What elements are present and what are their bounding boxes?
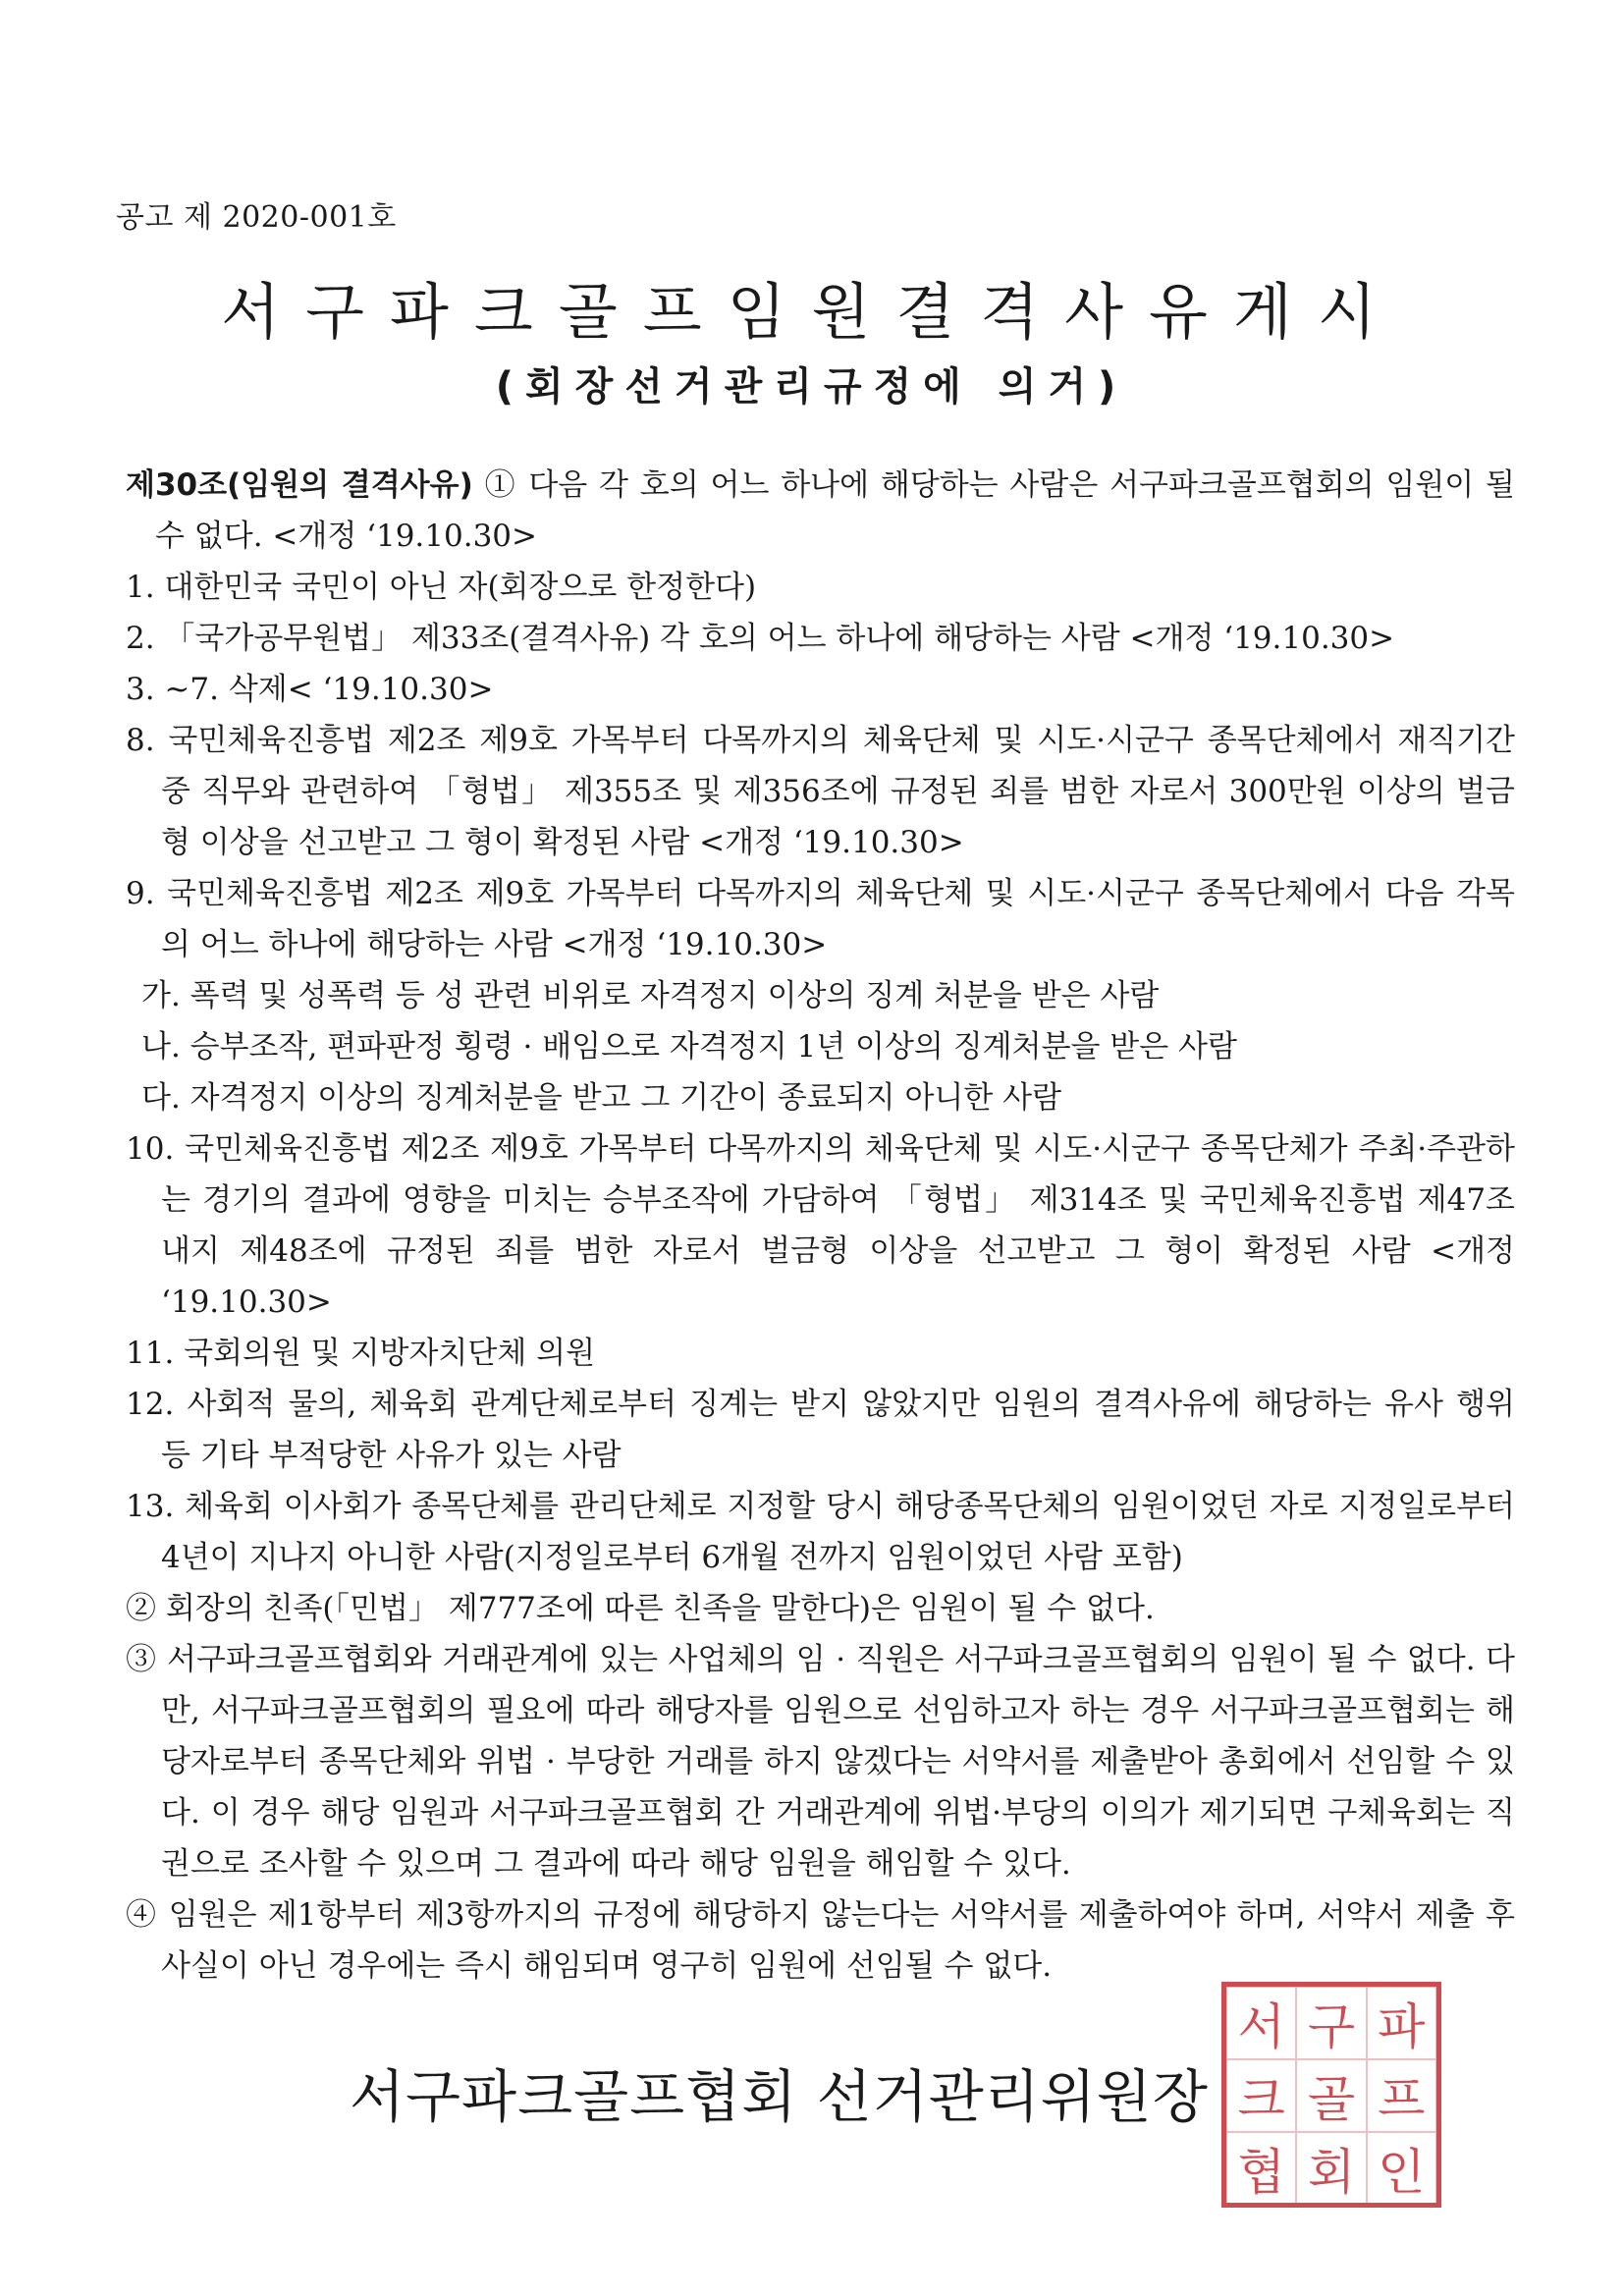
seal-char: 구 — [1296, 1987, 1366, 2059]
list-item: 10. 국민체육진흥법 제2조 제9호 가목부터 다목까지의 체육단체 및 시도·시군구 종목단체가 주최·주관하는 경기의 결과에 영향을 미치는 승부조작에 가담하여 「형법」 제314조 및 국민체육진흥법 제47조 내지 제48조에 규정된 죄를 범한 자로서 벌금형 이상을 선고받고 그 형이 확정된 사람 <개정 ‘19.10.30> — [126, 1131, 1515, 1320]
sub-list-item: 가. 폭력 및 성폭력 등 성 관련 비위로 자격정지 이상의 징계 처분을 받은 사람 — [141, 978, 1160, 1013]
list-item: 2. 「국가공무원법」 제33조(결격사유) 각 호의 어느 하나에 해당하는 사람 <개정 ‘19.10.30> — [126, 621, 1395, 656]
sub-list-item: 다. 자격정지 이상의 징계처분을 받고 그 기간이 종료되지 아니한 사람 — [141, 1080, 1062, 1116]
article-heading: 제30조(임원의 결격사유) — [126, 467, 473, 503]
sub-list-item: 나. 승부조작, 편파판정 횡령 · 배임으로 자격정지 1년 이상의 징계처분을 받은 사람 — [141, 1029, 1237, 1065]
notice-number: 공고 제 2020-001호 — [116, 200, 397, 235]
list-item: 9. 국민체육진흥법 제2조 제9호 가목부터 다목까지의 체육단체 및 시도·시군구 종목단체에서 다음 각목의 어느 하나에 해당하는 사람 <개정 ‘19.10.30> — [126, 876, 1515, 962]
list-item: 1. 대한민국 국민이 아닌 자(회장으로 한정한다) — [126, 570, 757, 605]
seal-char: 골 — [1296, 2059, 1366, 2132]
seal-char: 파 — [1367, 1987, 1436, 2059]
list-item: 13. 체육회 이사회가 종목단체를 관리단체로 지정할 당시 해당종목단체의 임원이었던 자로 지정일로부터 4년이 지나지 아니한 사람(지정일로부터 6개월 전까지 임원이었던 사람 포함) — [126, 1489, 1515, 1575]
clause: ④ 임원은 제1항부터 제3항까지의 규정에 해당하지 않는다는 서약서를 제출하여야 하며, 서약서 제출 후 사실이 아닌 경우에는 즉시 해임되며 영구히 임원에 선임될 수 없다. — [126, 1897, 1515, 1984]
seal-char: 크 — [1226, 2059, 1296, 2132]
clause: ③ 서구파크골프협회와 거래관계에 있는 사업체의 임 · 직원은 서구파크골프협회의 임원이 될 수 없다. 다만, 서구파크골프협회의 필요에 따라 해당자를 임원으로 선임하고자 하는 경우 서구파크골프협회는 해당자로부터 종목단체와 위법 · 부당한 거래를 하지 않겠다는 서약서를 제출받아 총회에서 선임할 수 있다. 이 경우 해당 임원과 서구파크골프협회 간 거래관계에 위법·부당의 이의가 제기되면 구체육회는 직권으로 조사할 수 있으며 그 결과에 따라 해당 임원을 해임할 수 있다. — [126, 1642, 1515, 1882]
seal-char: 회 — [1296, 2132, 1366, 2205]
seal-char: 프 — [1367, 2059, 1436, 2132]
seal-char: 협 — [1226, 2132, 1296, 2205]
signatory: 서구파크골프협회 선거관리위원장 — [350, 2063, 1209, 2130]
clause: ② 회장의 친족(「민법」 제777조에 따른 친족을 말한다)은 임원이 될 수 없다. — [126, 1591, 1155, 1626]
list-item: 11. 국회의원 및 지방자치단체 의원 — [126, 1336, 596, 1371]
document-title: 서구파크골프임원결격사유게시 — [221, 276, 1402, 348]
article-intro-text: ① 다음 각 호의 어느 하나에 해당하는 사람은 서구파크골프협회의 임원이 될 수 없다. <개정 ‘19.10.30> — [155, 467, 1516, 554]
seal-char: 서 — [1226, 1987, 1296, 2059]
seal-char: 인 — [1367, 2132, 1436, 2205]
article-intro — [126, 460, 1515, 562]
list-item: 12. 사회적 물의, 체육회 관계단체로부터 징계는 받지 않았지만 임원의 결격사유에 해당하는 유사 행위 등 기타 부적당한 사유가 있는 사람 — [126, 1387, 1515, 1473]
list-item: 3. ~7. 삭제< ‘19.10.30> — [126, 672, 494, 707]
list-item: 8. 국민체육진흥법 제2조 제9호 가목부터 다목까지의 체육단체 및 시도·시군구 종목단체에서 재직기간 중 직무와 관련하여 「형법」 제355조 및 제356조에 규정된 죄를 범한 자로서 300만원 이상의 벌금형 이상을 선고받고 그 형이 확정된 사람 <개정 ‘19.10.30> — [126, 723, 1515, 860]
document-body — [126, 460, 1515, 1992]
official-seal — [1221, 1982, 1441, 2208]
document-subtitle: (회장선거관리규정에 의거) — [495, 364, 1128, 410]
